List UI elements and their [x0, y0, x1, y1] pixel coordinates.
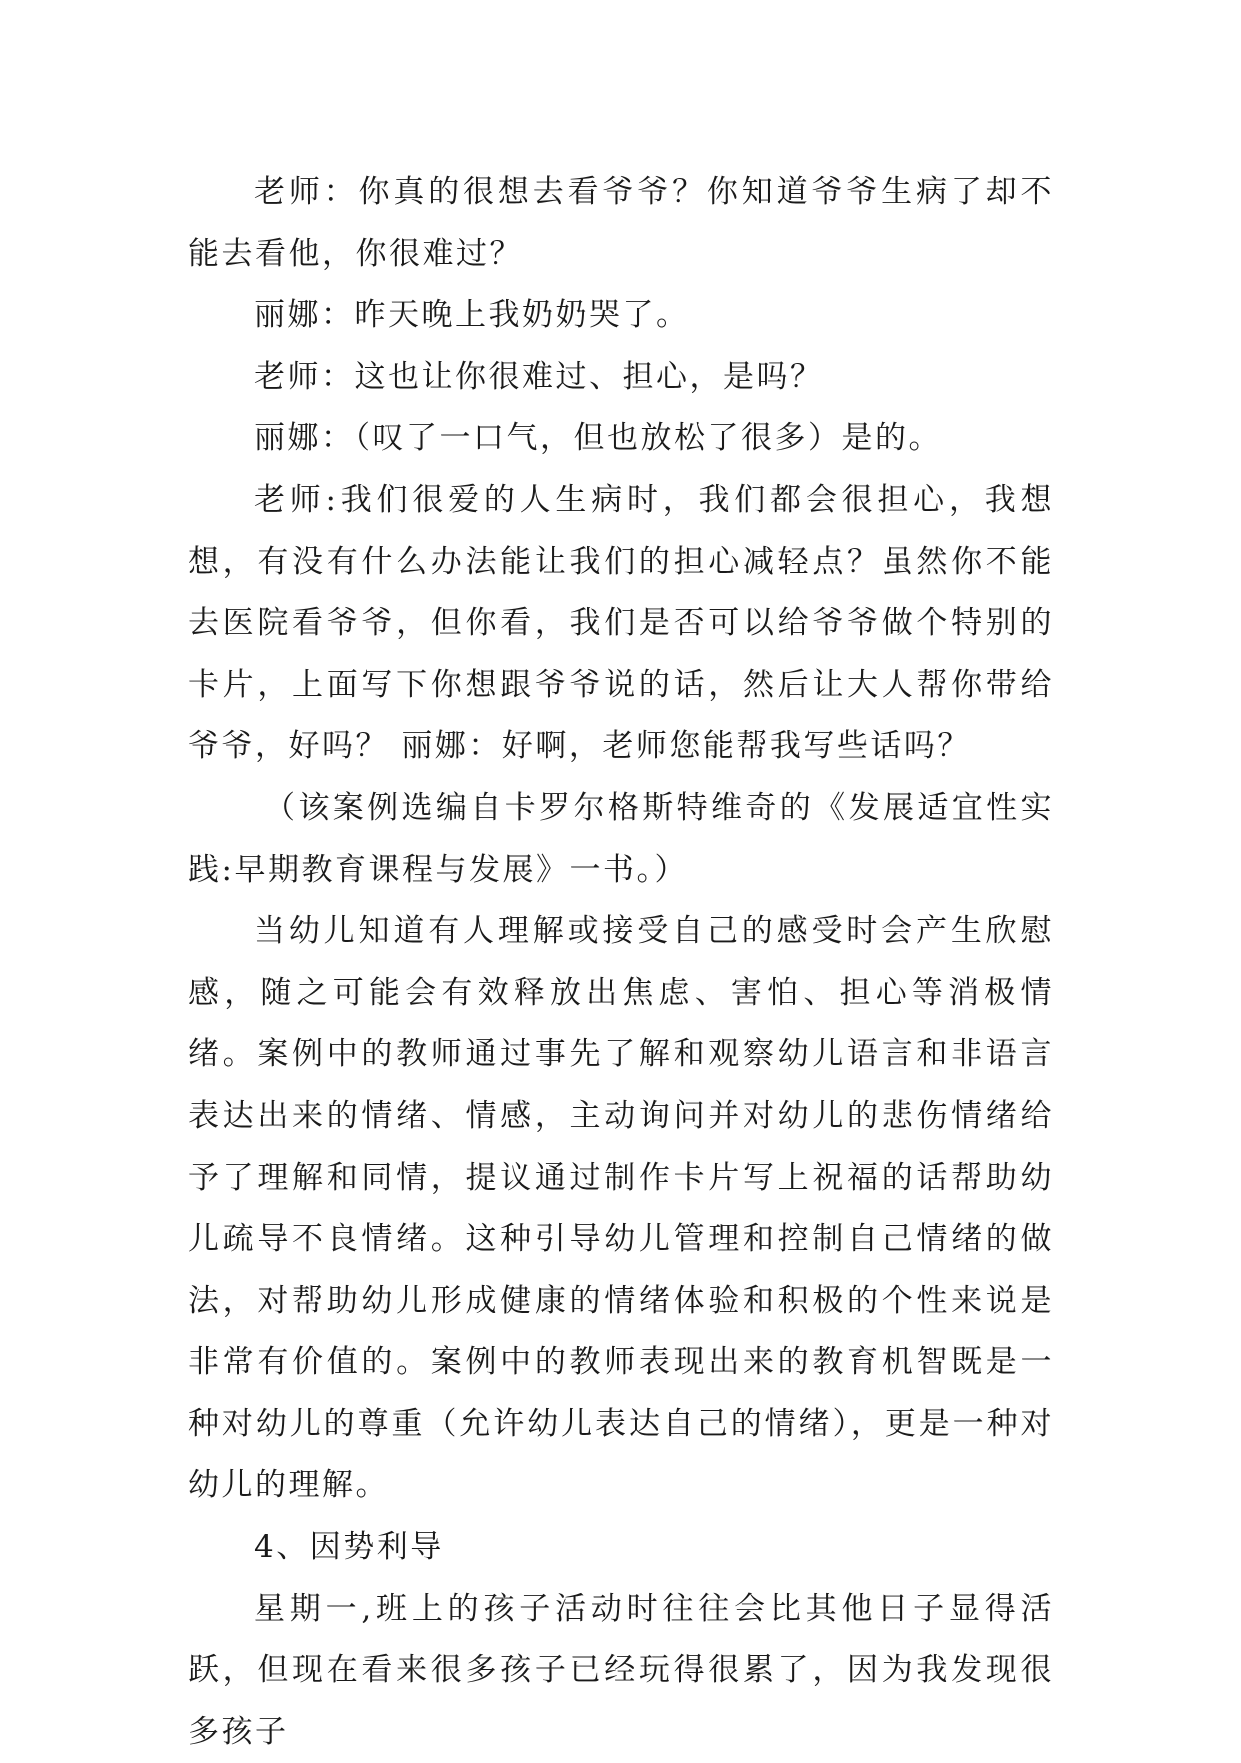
- body-paragraph: 星期一,班上的孩子活动时往往会比其他日子显得活跃，但现在看来很多孩子已经玩得很累了，因为我发现很多孩子: [188, 1590, 1054, 1750]
- case-source-note: （该案例选编自卡罗尔格斯特维奇的《发展适宜性实践:早期教育课程与发展》一书。）: [188, 789, 1054, 888]
- dialogue-lina-1: 丽娜：昨天晚上我奶奶哭了。: [254, 297, 690, 334]
- dialogue-teacher-1: 老师：你真的很想去看爷爷？你知道爷爷生病了却不能去看他，你很难过？: [188, 174, 1054, 272]
- document-body: [188, 162, 1054, 1763]
- dialogue-teacher-3: 老师:我们很爱的人生病时，我们都会很担心，我想想，有没有什么办法能让我们的担心减轻点？虽然你不能去医院看爷爷，但你看，我们是否可以给爷爷做个特别的卡片，上面写下你想跟爷爷说的话，然后让大人帮你带给爷爷，好吗？ 丽娜：好啊，老师您能帮我写些话吗？: [188, 481, 1054, 765]
- section-heading: 4、因势利导: [254, 1529, 444, 1566]
- dialogue-lina-2: 丽娜：（叹了一口气，但也放松了很多）是的。: [254, 420, 942, 457]
- analysis-paragraph: 当幼儿知道有人理解或接受自己的感受时会产生欣慰感，随之可能会有效释放出焦虑、害怕、担心等消极情绪。案例中的教师通过事先了解和观察幼儿语言和非语言表达出来的情绪、情感，主动询问并对幼儿的悲伤情绪给予了理解和同情，提议通过制作卡片写上祝福的话帮助幼儿疏导不良情绪。这种引导幼儿管理和控制自己情绪的做法，对帮助幼儿形成健康的情绪体验和积极的个性来说是非常有价值的。案例中的教师表现出来的教育机智既是一种对幼儿的尊重（允许幼儿表达自己的情绪），更是一种对幼儿的理解。: [188, 913, 1054, 1504]
- dialogue-teacher-2: 老师：这也让你很难过、担心，是吗？: [254, 358, 824, 395]
